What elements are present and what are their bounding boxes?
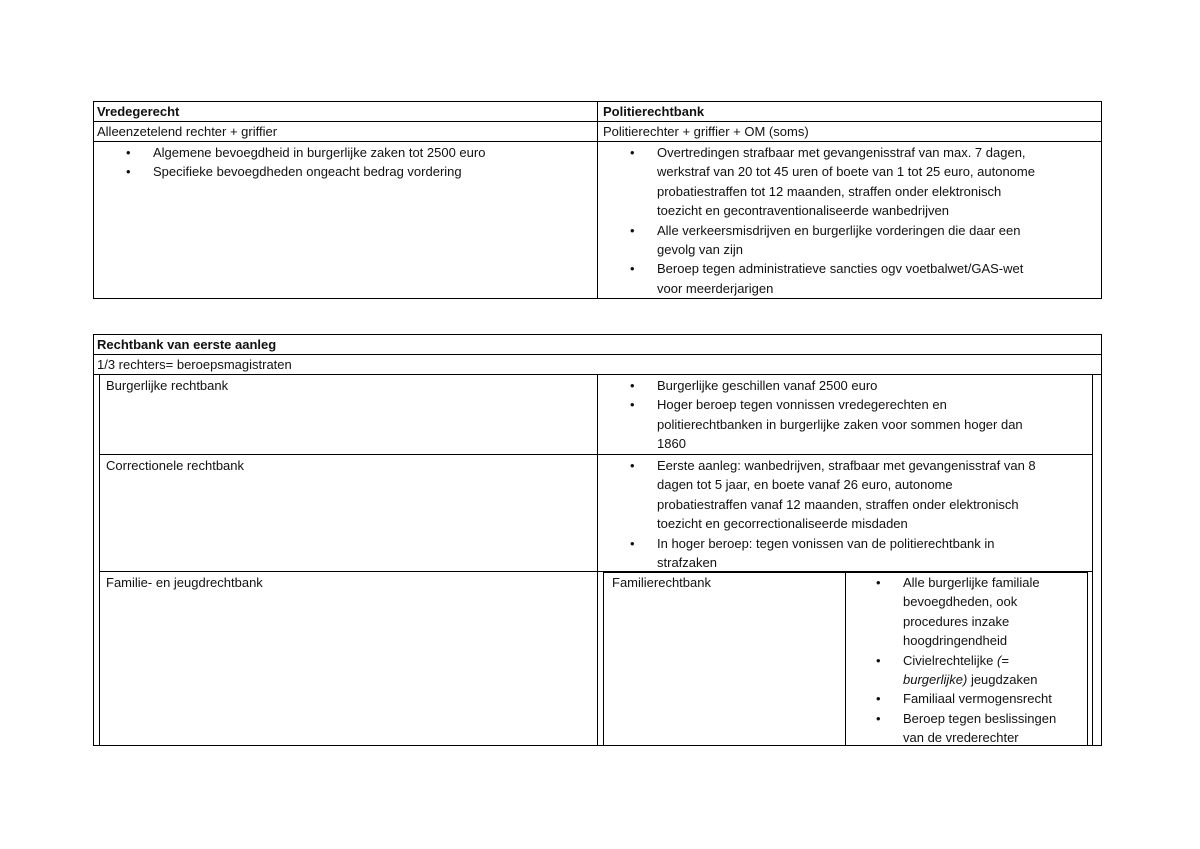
vredegerecht-composition: Alleenzetelend rechter + griffier bbox=[97, 124, 278, 139]
table2-row-divider-1 bbox=[99, 454, 1093, 455]
familie-jeugdrechtbank-label: Familie- en jeugdrechtbank bbox=[106, 575, 263, 590]
list-item: • Civielrechtelijke (= burgerlijke) jeugdzaken bbox=[876, 651, 1056, 690]
table1-col-divider bbox=[597, 101, 598, 299]
list-item: • Familiaal vermogensrecht bbox=[876, 689, 1056, 708]
list-item: • Burgerlijke geschillen vanaf 2500 euro bbox=[630, 376, 1023, 395]
burgerlijke-rechtbank-list bbox=[630, 376, 1023, 454]
table2-col-divider-a bbox=[597, 374, 598, 746]
list-item: • Eerste aanleg: wanbedrijven, strafbaar met gevangenisstraf van 8 dagen tot 5 jaar, en boete vanaf 26 euro, autonome probatiestraffen vanaf 12 maanden, straffen onder elektronisch toezicht en gecorrectionaliseerde misdaden bbox=[630, 456, 1036, 534]
vredegerecht-competence-list bbox=[126, 143, 485, 182]
vredegerecht-header: Vredegerecht bbox=[97, 104, 180, 119]
burgerlijke-rechtbank-label: Burgerlijke rechtbank bbox=[106, 378, 229, 393]
rechtbank-composition: 1/3 rechters= beroepsmagistraten bbox=[97, 357, 292, 372]
list-item: • Hoger beroep tegen vonnissen vredegerechten en politierechtbanken in burgerlijke zaken voor sommen hoger dan 1860 bbox=[630, 395, 1023, 453]
list-item: • Alle burgerlijke familiale bevoegdheden, ook procedures inzake hoogdringendheid bbox=[876, 573, 1056, 651]
list-item: • Alle verkeersmisdrijven en burgerlijke vorderingen die daar een gevolg van zijn bbox=[630, 221, 1035, 260]
table2-inner-left-border bbox=[99, 374, 100, 746]
list-item: • Specifieke bevoegdheden ongeacht bedrag vordering bbox=[126, 162, 485, 181]
correctionele-rechtbank-list bbox=[630, 456, 1036, 572]
table2-inner-right-border-a bbox=[1092, 374, 1093, 746]
rechtbank-eerste-aanleg-header: Rechtbank van eerste aanleg bbox=[97, 337, 277, 352]
politierechtbank-composition: Politierechter + griffier + OM (soms) bbox=[603, 124, 809, 139]
list-item: • Algemene bevoegdheid in burgerlijke zaken tot 2500 euro bbox=[126, 143, 485, 162]
list-item: • Beroep tegen administratieve sancties ogv voetbalwet/GAS-wet voor meerderjarigen bbox=[630, 259, 1035, 298]
table2-inner-right-border-b bbox=[1087, 572, 1088, 746]
table2-col-divider-b bbox=[603, 572, 604, 746]
familierechtbank-label: Familierechtbank bbox=[612, 575, 711, 590]
table2-nested-mid bbox=[845, 572, 846, 746]
list-item: • In hoger beroep: tegen vonissen van de politierechtbank in strafzaken bbox=[630, 534, 1036, 573]
list-item: • Overtredingen strafbaar met gevangenisstraf van max. 7 dagen, werkstraf van 20 tot 45 uren of boete van 1 tot 25 euro, autonome probatiestraffen tot 12 maanden, straffen onder elektronisch toezicht en gecontraventionaliseerde wanbedrijven bbox=[630, 143, 1035, 221]
correctionele-rechtbank-label: Correctionele rechtbank bbox=[106, 458, 245, 473]
familierechtbank-list bbox=[876, 573, 1056, 748]
list-item: • Beroep tegen beslissingen van de vrederechter bbox=[876, 709, 1056, 748]
politierechtbank-competence-list bbox=[630, 143, 1035, 298]
politierechtbank-header: Politierechtbank bbox=[603, 104, 705, 119]
